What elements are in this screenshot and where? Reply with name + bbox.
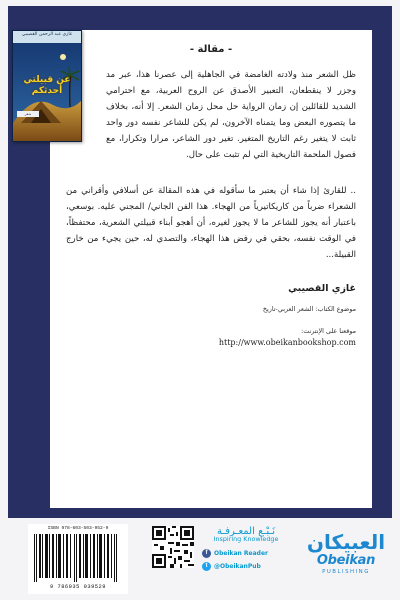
section-title: - مقالة - bbox=[189, 44, 233, 55]
facebook-row[interactable] bbox=[202, 549, 294, 558]
logo-arabic: العبيكان bbox=[306, 530, 386, 554]
book-subject: موضوع الكتاب: الشعر العربي-تاريخ bbox=[262, 305, 356, 313]
brand-slogan-english: Inspiring Knowledge bbox=[213, 535, 279, 543]
article-paragraph-1: ظل الشعر منذ ولادته الغامضة في الجاهلية إلى عصرنا هذا، عبر مد وجزر لا ينقطعان، التعبير الأصدق عن الروح العربية، مع احترامي الشديد للقائلين إن زمان الرواية حل محل زمان الشعر. إلا أنه، بخلاف ما يتصوره البعض وما يتمناه الآخرون، لم يكن للشاعر نفسه دور واحد ثابت لا يتغير رغم التاريخ المتغير. تغير دور الشاعر، مرارا وتكرارا، مع فصول الملحمة التاريخية التي لم تثبت على حال. bbox=[106, 70, 356, 160]
logo-publishing: PUBLISHING bbox=[322, 569, 370, 575]
isbn-barcode bbox=[28, 524, 128, 594]
barcode-digits: 9 786035 039529 bbox=[49, 584, 107, 590]
website-link[interactable]: http://www.obeikanbookshop.com bbox=[218, 338, 356, 347]
article-author: غازي القصيبي bbox=[288, 283, 356, 294]
twitter-handle: @ObeikanPub bbox=[214, 563, 261, 570]
publisher-strip bbox=[0, 518, 400, 600]
facebook-icon: f bbox=[202, 549, 211, 558]
brand-slogan-arabic: نَـبْـع المعـرفـة bbox=[216, 526, 276, 537]
obeikan-logo bbox=[302, 524, 390, 594]
website-label: موقعنا على الإنترنت: bbox=[301, 327, 356, 335]
article-paragraph-2: .. للقارئ إذا شاء أن يعتبر ما سأقوله في هذه المقالة عن أسلافي وأقراني من الشعراء ضرباً من كاريكاتيرياً من الهجاء. هذا الفن الجاني/ المجني عليه. بوسعي، باعتبار أنه يجوز للشاعر ما لا يجوز لغيره، أن أهجو أبناء قبيلتي الشعرية، محتفظاً، في الوقت نفسه، بحقي في رفض هذا الهجاء، والتصدي له، حين يجيء من خارج القبيلة... bbox=[66, 186, 356, 260]
isbn-number: ISBN 978-603-503-952-9 bbox=[47, 526, 109, 531]
qr-code-icon[interactable] bbox=[152, 526, 194, 568]
twitter-icon: t bbox=[202, 562, 211, 571]
twitter-row[interactable] bbox=[202, 562, 294, 571]
thumbnail-author: غازي عبد الرحمن القصيبي bbox=[21, 32, 73, 37]
inspiring-knowledge-block bbox=[198, 524, 294, 594]
thumbnail-title: عن قبيلتي أحدثكم bbox=[23, 75, 71, 96]
book-cover-thumbnail bbox=[12, 30, 82, 142]
article-panel bbox=[50, 30, 372, 508]
facebook-handle: Obeikan Reader bbox=[214, 550, 268, 557]
barcode-icon bbox=[32, 534, 124, 582]
logo-english: Obeikan bbox=[316, 553, 376, 568]
thumbnail-genre-tag: شعر bbox=[17, 111, 39, 117]
